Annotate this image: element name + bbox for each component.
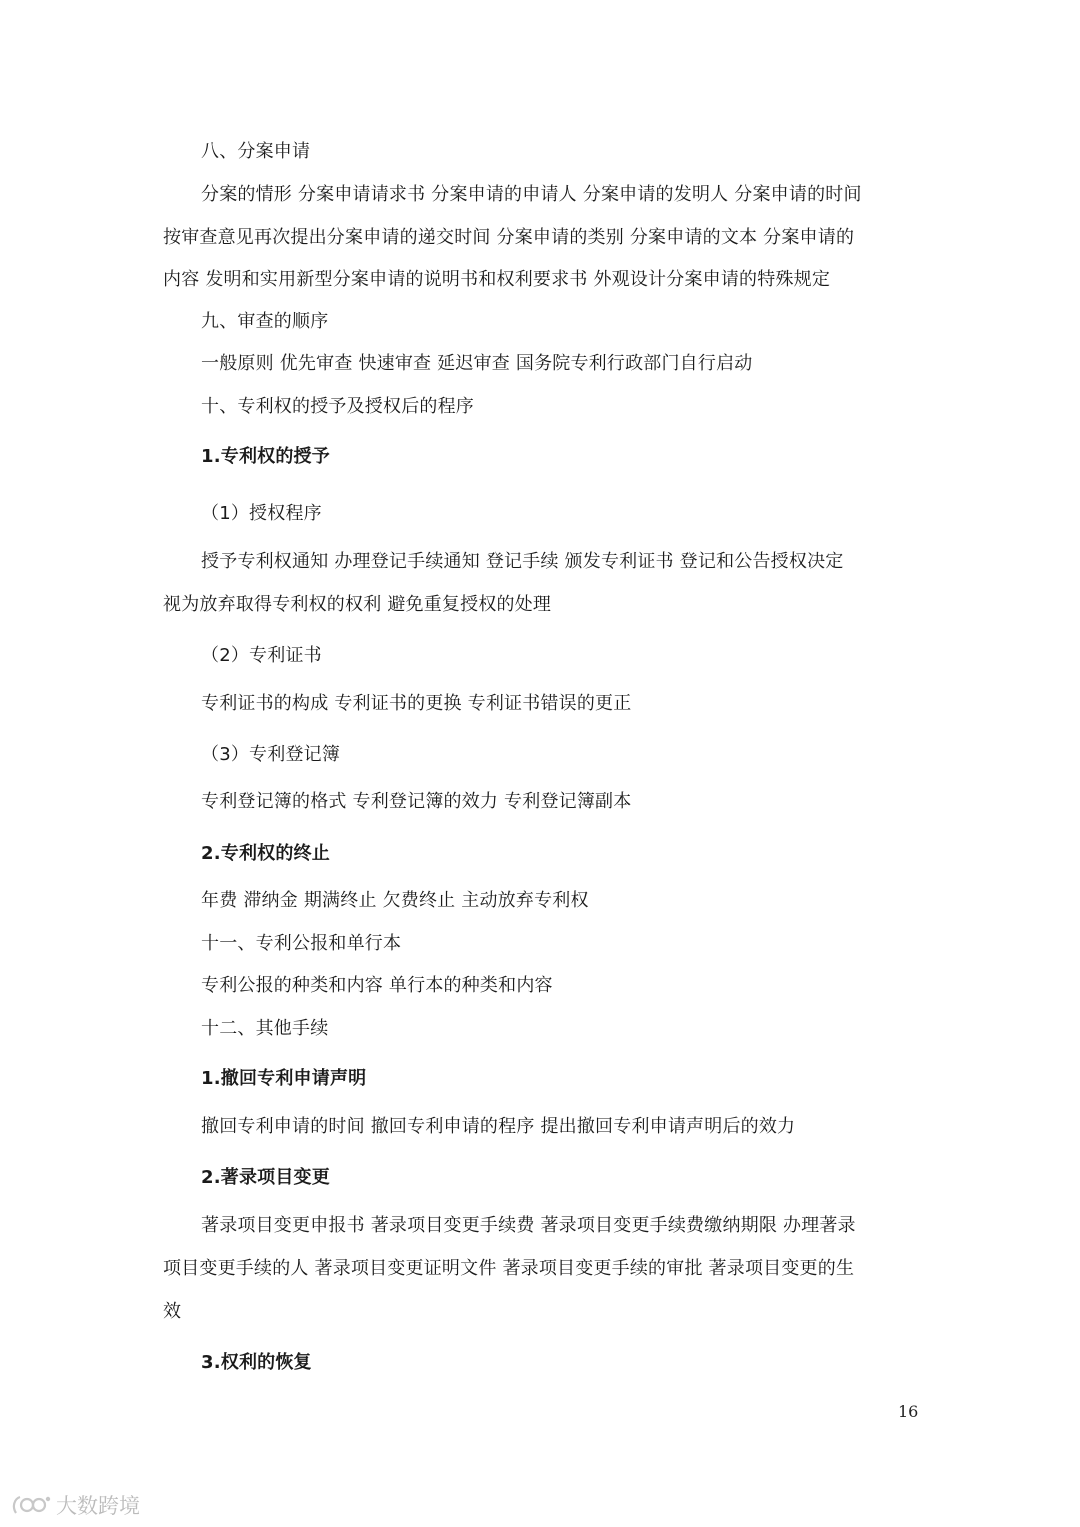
paragraph-line: 视为放弃取得专利权的权利 避免重复授权的处理 — [163, 594, 552, 615]
subheading: 1.撤回专利申请声明 — [201, 1068, 367, 1089]
watermark-text: 大数跨境 — [56, 1494, 140, 1518]
paragraph-line: 著录项目变更申报书 著录项目变更手续费 著录项目变更手续费缴纳期限 办理著录 — [201, 1215, 856, 1236]
paragraph-line: 按审查意见再次提出分案申请的递交时间 分案申请的类别 分案申请的文本 分案申请的 — [163, 227, 855, 248]
paragraph-line: 授予专利权通知 办理登记手续通知 登记手续 颁发专利证书 登记和公告授权决定 — [201, 551, 844, 572]
paragraph-line: 专利证书的构成 专利证书的更换 专利证书错误的更正 — [201, 693, 632, 714]
section-heading-11: 十一、专利公报和单行本 — [201, 933, 402, 954]
paragraph-line: 专利公报的种类和内容 单行本的种类和内容 — [201, 975, 553, 996]
subheading: 2.专利权的终止 — [201, 843, 330, 864]
subheading: 3.权利的恢复 — [201, 1352, 312, 1373]
paragraph-line: 效 — [163, 1301, 182, 1322]
subheading: 2.著录项目变更 — [201, 1167, 330, 1188]
subsubheading: （1）授权程序 — [201, 503, 322, 524]
paragraph-line: 分案的情形 分案申请请求书 分案申请的申请人 分案申请的发明人 分案申请的时间 — [201, 184, 862, 205]
section-heading-8: 八、分案申请 — [201, 141, 311, 162]
page-number: 16 — [898, 1402, 919, 1421]
watermark — [10, 1490, 140, 1520]
paragraph-line: 一般原则 优先审查 快速审查 延迟审查 国务院专利行政部门自行启动 — [201, 353, 753, 374]
paragraph-line: 内容 发明和实用新型分案申请的说明书和权利要求书 外观设计分案申请的特殊规定 — [163, 269, 831, 290]
subheading: 1.专利权的授予 — [201, 446, 330, 467]
subsubheading: （3）专利登记簿 — [201, 744, 341, 765]
section-heading-10: 十、专利权的授予及授权后的程序 — [201, 396, 474, 417]
paragraph-line: 年费 滞纳金 期满终止 欠费终止 主动放弃专利权 — [201, 890, 589, 911]
dashuju-logo-icon — [10, 1493, 52, 1517]
paragraph-line: 专利登记簿的格式 专利登记簿的效力 专利登记簿副本 — [201, 791, 632, 812]
paragraph-line: 撤回专利申请的时间 撤回专利申请的程序 提出撤回专利申请声明后的效力 — [201, 1116, 796, 1137]
subsubheading: （2）专利证书 — [201, 645, 322, 666]
paragraph-line: 项目变更手续的人 著录项目变更证明文件 著录项目变更手续的审批 著录项目变更的生 — [163, 1258, 855, 1279]
section-heading-12: 十二、其他手续 — [201, 1018, 329, 1039]
section-heading-9: 九、审查的顺序 — [201, 311, 329, 332]
